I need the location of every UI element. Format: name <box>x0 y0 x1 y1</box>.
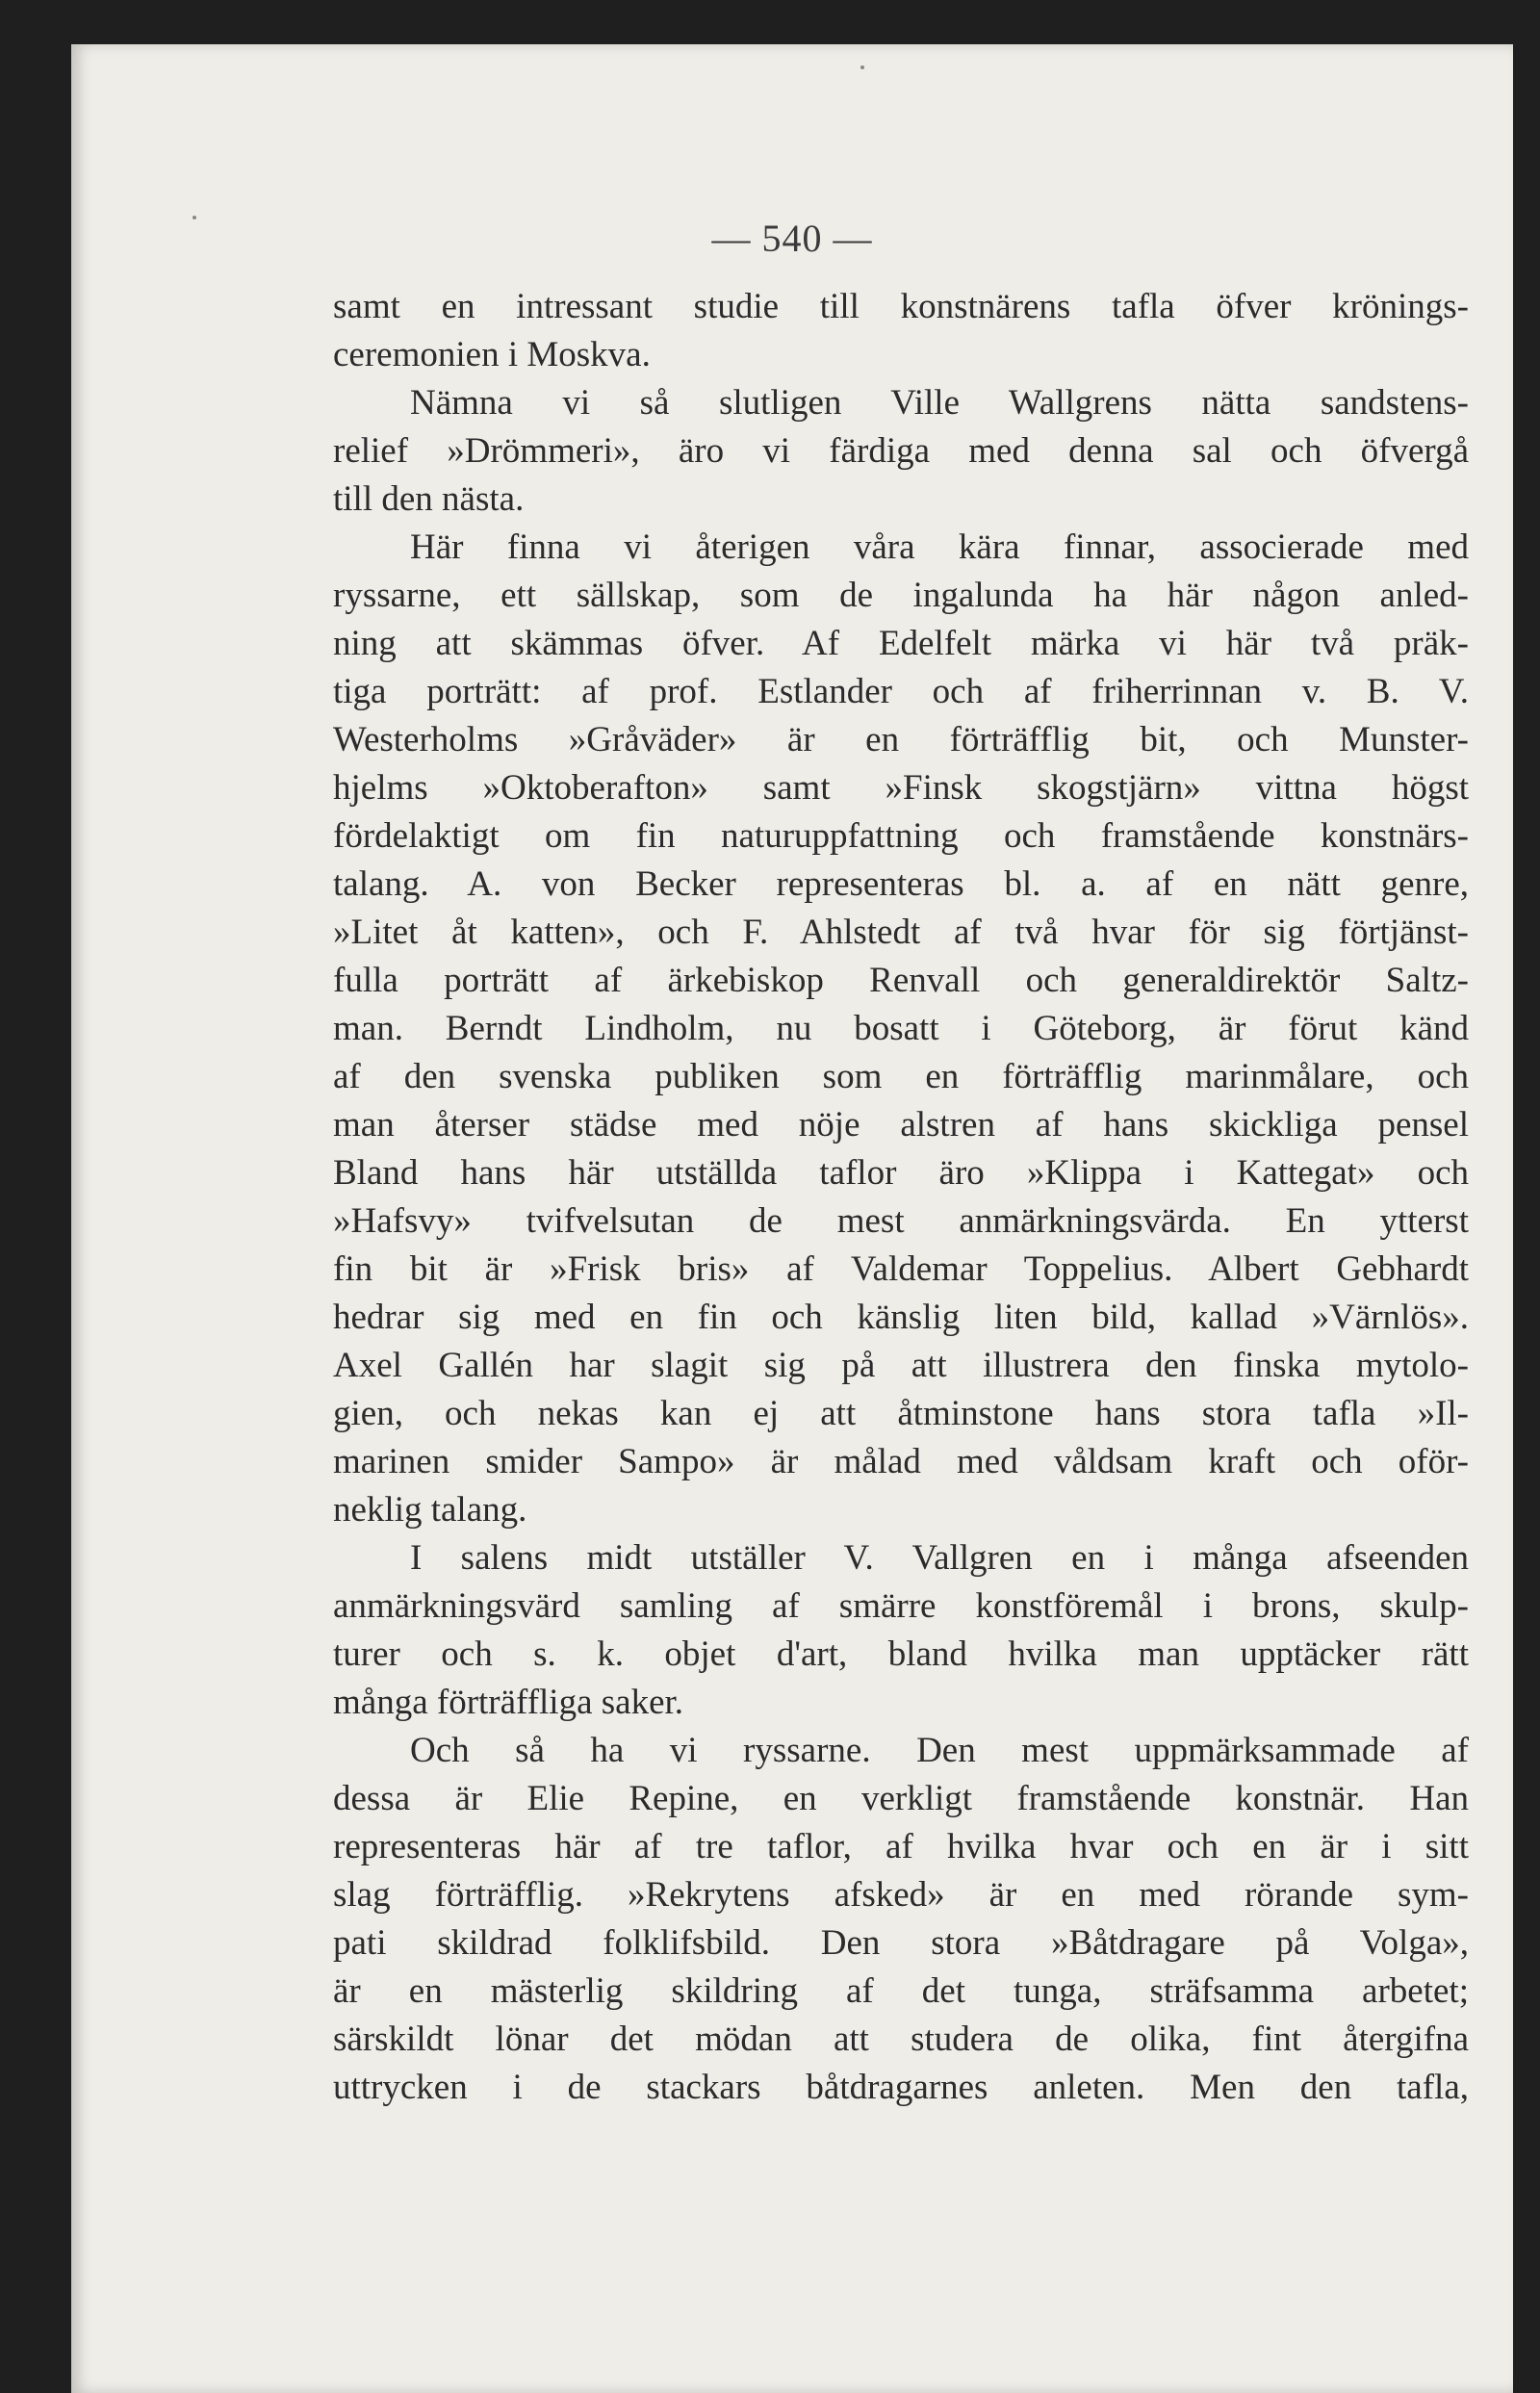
text-line: särskildt lönar det mödan att studera de olika, fint återgifna <box>333 2020 1469 2059</box>
text-line: man återser städse med nöje alstren af hans skickliga pensel <box>333 1105 1469 1145</box>
text-line: Westerholms »Gråväder» är en förträfflig bit, och Munster- <box>333 720 1469 759</box>
paper-speck <box>192 216 196 219</box>
text-line: tiga porträtt: af prof. Estlander och af friherrinnan v. B. V. <box>333 672 1469 711</box>
text-line: gien, och nekas kan ej att åtminstone hans stora tafla »Il- <box>333 1394 1469 1433</box>
text-line: samt en intressant studie till konstnärens tafla öfver krönings- <box>333 287 1469 326</box>
scan-border-top <box>0 0 1540 44</box>
scan-border-right <box>1513 0 1540 2393</box>
text-line: till den nästa. <box>333 479 525 519</box>
text-line: Här finna vi återigen våra kära finnar, associerade med <box>410 527 1469 567</box>
text-line: Nämna vi så slutligen Ville Wallgrens nätta sandstens- <box>410 383 1469 423</box>
text-line: ning att skämmas öfver. Af Edelfelt märka vi här två präk- <box>333 624 1469 663</box>
text-line: slag förträfflig. »Rekrytens afsked» är en med rörande sym- <box>333 1875 1469 1915</box>
text-line: »Hafsvy» tvifvelsutan de mest anmärkningsvärda. En ytterst <box>333 1201 1469 1241</box>
text-line: anmärkningsvärd samling af smärre konstföremål i brons, skulp- <box>333 1586 1469 1626</box>
text-line: många förträffliga saker. <box>333 1683 684 1722</box>
text-line: I salens midt utställer V. Vallgren en i många afseenden <box>410 1538 1469 1578</box>
text-line: talang. A. von Becker representeras bl. a. af en nätt genre, <box>333 864 1469 904</box>
text-line: marinen smider Sampo» är målad med våldsam kraft och oför- <box>333 1442 1469 1481</box>
text-line: neklig talang. <box>333 1490 527 1530</box>
text-line: fulla porträtt af ärkebiskop Renvall och generaldirektör Saltz- <box>333 961 1469 1000</box>
text-line: fördelaktigt om fin naturuppfattning och framstående konstnärs- <box>333 816 1469 856</box>
text-line: ryssarne, ett sällskap, som de ingalunda ha här någon anled- <box>333 576 1469 615</box>
text-line: Bland hans här utställda taflor äro »Klippa i Kattegat» och <box>333 1153 1469 1193</box>
text-line: man. Berndt Lindholm, nu bosatt i Göteborg, är förut känd <box>333 1009 1469 1048</box>
text-line: hedrar sig med en fin och känslig liten bild, kallad »Värnlös». <box>333 1298 1469 1337</box>
text-line: dessa är Elie Repine, en verkligt framstående konstnär. Han <box>333 1779 1469 1818</box>
text-line: representeras här af tre taflor, af hvilka hvar och en är i sitt <box>333 1827 1469 1866</box>
body-text <box>333 283 1469 2112</box>
text-line: relief »Drömmeri», äro vi färdiga med denna sal och öfvergå <box>333 431 1469 471</box>
text-line: Axel Gallén har slagit sig på att illustrera den finska mytolo- <box>333 1346 1469 1385</box>
text-line: af den svenska publiken som en förträfflig marinmålare, och <box>333 1057 1469 1096</box>
paper-speck <box>860 65 864 69</box>
text-line: pati skildrad folklifsbild. Den stora »Båtdragare på Volga», <box>333 1923 1469 1963</box>
book-page <box>71 44 1513 2393</box>
page-number: — 540 — <box>711 217 873 260</box>
text-line: ceremonien i Moskva. <box>333 335 651 374</box>
text-line: är en mästerlig skildring af det tunga, sträfsamma arbetet; <box>333 1971 1469 2011</box>
text-line: Och så ha vi ryssarne. Den mest uppmärksammade af <box>410 1731 1469 1770</box>
text-line: »Litet åt katten», och F. Ahlstedt af två hvar för sig förtjänst- <box>333 913 1469 952</box>
text-line: turer och s. k. objet d'art, bland hvilka man upptäcker rätt <box>333 1634 1469 1674</box>
text-line: hjelms »Oktoberafton» samt »Finsk skogstjärn» vittna högst <box>333 768 1469 808</box>
scan-border-left <box>0 0 71 2393</box>
text-line: uttrycken i de stackars båtdragarnes anleten. Men den tafla, <box>333 2068 1469 2107</box>
text-line: fin bit är »Frisk bris» af Valdemar Toppelius. Albert Gebhardt <box>333 1249 1469 1289</box>
